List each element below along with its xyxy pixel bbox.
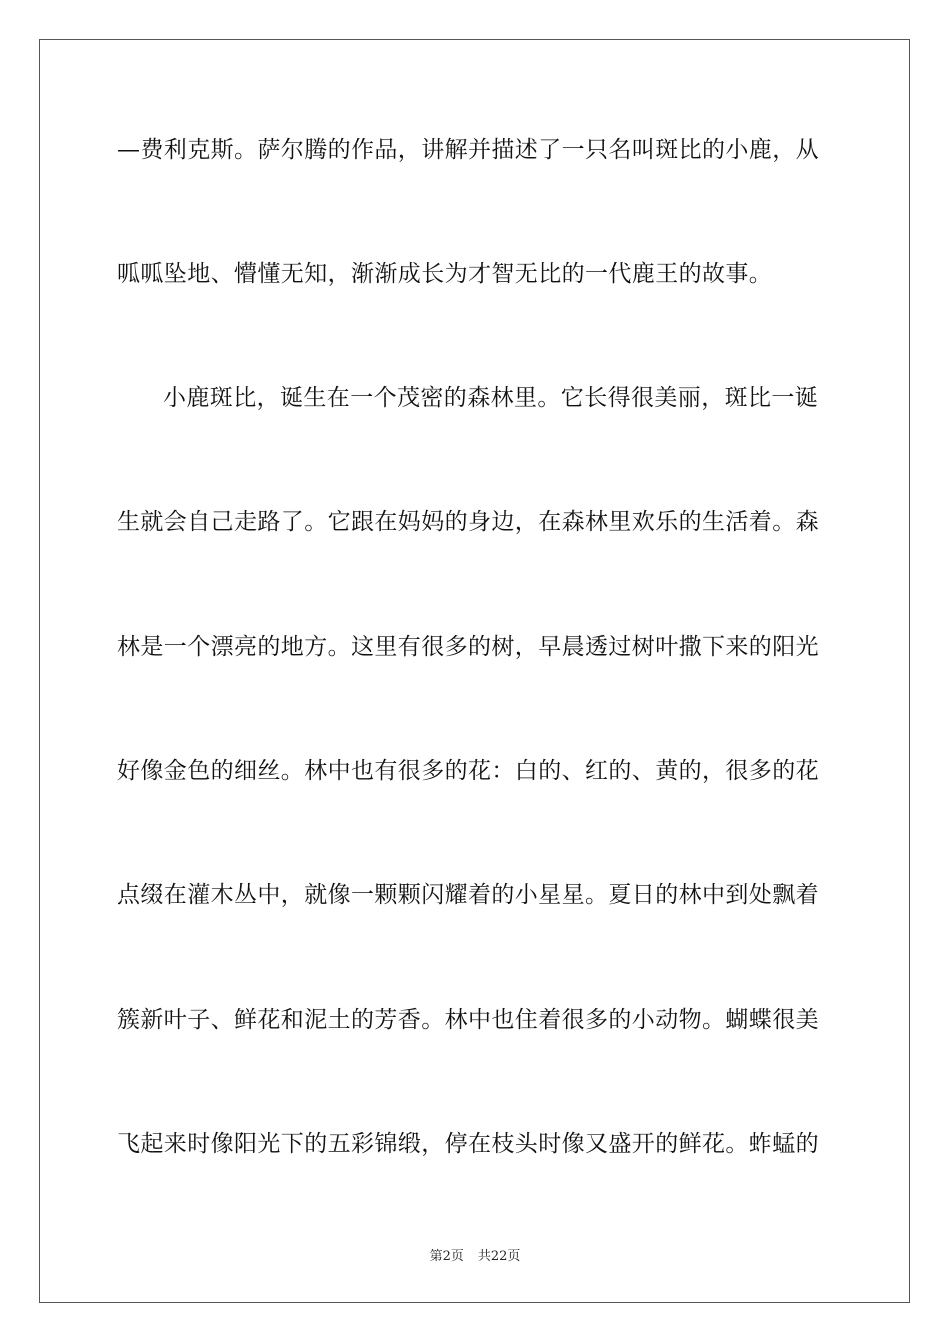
page-number: 第2页 — [429, 1249, 464, 1264]
body-text-line: 飞起来时像阳光下的五彩锦缎，停在枝头时像又盛开的鲜花。蚱蜢的 — [117, 1131, 819, 1157]
body-text-line: 生就会自己走路了。它跟在妈妈的身边，在森林里欢乐的生活着。森 — [117, 509, 819, 535]
body-text-line: 好像金色的细丝。林中也有很多的花：白的、红的、黄的，很多的花 — [117, 758, 819, 784]
body-text-line: —费利克斯。萨尔腾的作品，讲解并描述了一只名叫斑比的小鹿，从 — [117, 137, 819, 163]
body-text-line: 点缀在灌木丛中，就像一颗颗闪耀着的小星星。夏日的林中到处飘着 — [117, 882, 819, 908]
page-border — [39, 39, 910, 1303]
page-footer — [0, 1248, 950, 1266]
body-text-line: 林是一个漂亮的地方。这里有很多的树，早晨透过树叶撒下来的阳光 — [117, 634, 819, 660]
page-total: 共22页 — [477, 1249, 521, 1264]
body-text-line: 呱呱坠地、懵懂无知，渐渐成长为才智无比的一代鹿王的故事。 — [117, 261, 773, 287]
paragraph-first-line: 小鹿斑比，诞生在一个茂密的森林里。它长得很美丽，斑比一诞 — [163, 385, 819, 411]
body-text-line: 簇新叶子、鲜花和泥土的芳香。林中也住着很多的小动物。蝴蝶很美 — [117, 1007, 819, 1033]
